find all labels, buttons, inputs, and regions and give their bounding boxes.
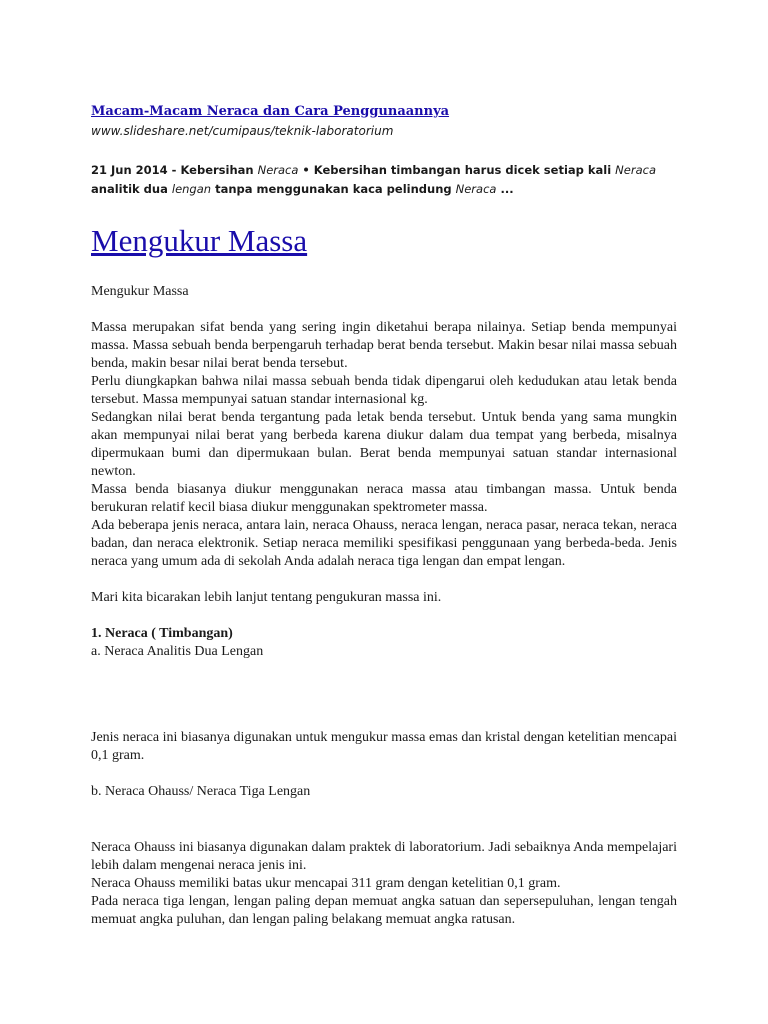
snippet-part: analitik dua bbox=[91, 182, 172, 196]
missing-image-area bbox=[91, 661, 677, 729]
section-heading: 1. Neraca ( Timbangan) bbox=[91, 626, 233, 641]
subsection-heading: b. Neraca Ohauss/ Neraca Tiga Lengan bbox=[91, 784, 311, 799]
snippet-part: Neraca bbox=[257, 163, 299, 177]
article-title-link[interactable]: Mengukur Massa bbox=[91, 223, 308, 258]
subsection-paragraph: Neraca Ohauss ini biasanya digunakan dalam praktek di laboratorium. Jadi sebaiknya Anda mempelajari lebih dalam mengenai neraca jenis ini. bbox=[91, 840, 677, 873]
intro-paragraph: Sedangkan nilai berat benda tergantung pada letak benda tersebut. Untuk benda yang sama mungkin akan mempunyai nilai berat yang berbeda karena diukur dalam dua tempat yang berbeda, misalnya dipermukaan bumi dan dipermukaan bulan. Berat benda mempunyai satuan standar internasional newton. bbox=[91, 410, 677, 479]
subsection-block bbox=[91, 839, 677, 929]
search-result-snippet bbox=[91, 161, 677, 199]
snippet-part: Neraca bbox=[455, 182, 497, 196]
snippet-part: • Kebersihan timbangan harus dicek setiap kali bbox=[298, 163, 616, 177]
search-result-url: www.slideshare.net/cumipaus/teknik-laboratorium bbox=[91, 124, 394, 138]
snippet-part: tanpa menggunakan kaca pelindung bbox=[211, 182, 456, 196]
snippet-part: ... bbox=[496, 182, 514, 196]
intro-paragraph: Ada beberapa jenis neraca, antara lain, neraca Ohauss, neraca lengan, neraca pasar, neraca tekan, neraca badan, dan neraca elektronik. Setiap neraca memiliki spesifikasi penggunaan yang berbeda-beda. Jenis neraca yang umum ada di sekolah Anda adalah neraca tiga lengan dan empat lengan. bbox=[91, 518, 677, 569]
subsection-heading: a. Neraca Analitis Dua Lengan bbox=[91, 644, 264, 659]
snippet-part: Neraca bbox=[615, 163, 656, 177]
subsection-paragraph: Jenis neraca ini biasanya digunakan untuk mengukur massa emas dan kristal dengan ketelitian mencapai 0,1 gram. bbox=[91, 730, 677, 763]
subsection-paragraph: Neraca Ohauss memiliki batas ukur mencapai 311 gram dengan ketelitian 0,1 gram. bbox=[91, 876, 561, 891]
search-result-title-link[interactable]: Macam-Macam Neraca dan Cara Penggunaannya bbox=[91, 104, 450, 119]
intro-paragraph: Perlu diungkapkan bahwa nilai massa sebuah benda tidak dipengarui oleh kedudukan atau letak benda tersebut. Massa mempunyai satuan standar internasional kg. bbox=[91, 374, 677, 407]
intro-block bbox=[91, 319, 677, 571]
document-page bbox=[91, 103, 677, 929]
intro-paragraph: Massa benda biasanya diukur menggunakan neraca massa atau timbangan massa. Untuk benda berukuran relatif kecil biasa diukur menggunakan spektrometer massa. bbox=[91, 482, 677, 515]
search-result bbox=[91, 103, 677, 199]
missing-image-area bbox=[91, 801, 677, 839]
subsection-paragraph: Pada neraca tiga lengan, lengan paling depan memuat angka satuan dan sepersepuluhan, lengan tengah memuat angka puluhan, dan lengan paling belakang memuat angka ratusan. bbox=[91, 894, 677, 927]
snippet-part: lengan bbox=[171, 182, 212, 196]
snippet-part: 21 Jun 2014 - Kebersihan bbox=[91, 163, 258, 177]
intro-paragraph: Massa merupakan sifat benda yang sering ingin diketahui berapa nilainya. Setiap benda mempunyai massa. Massa sebuah benda berpengaruh terhadap berat benda tersebut. Makin besar nilai massa sebuah benda, makin besar nilai berat benda tersebut. bbox=[91, 320, 677, 371]
article-subtitle: Mengukur Massa bbox=[91, 284, 189, 299]
transition-paragraph: Mari kita bicarakan lebih lanjut tentang pengukuran massa ini. bbox=[91, 590, 442, 605]
